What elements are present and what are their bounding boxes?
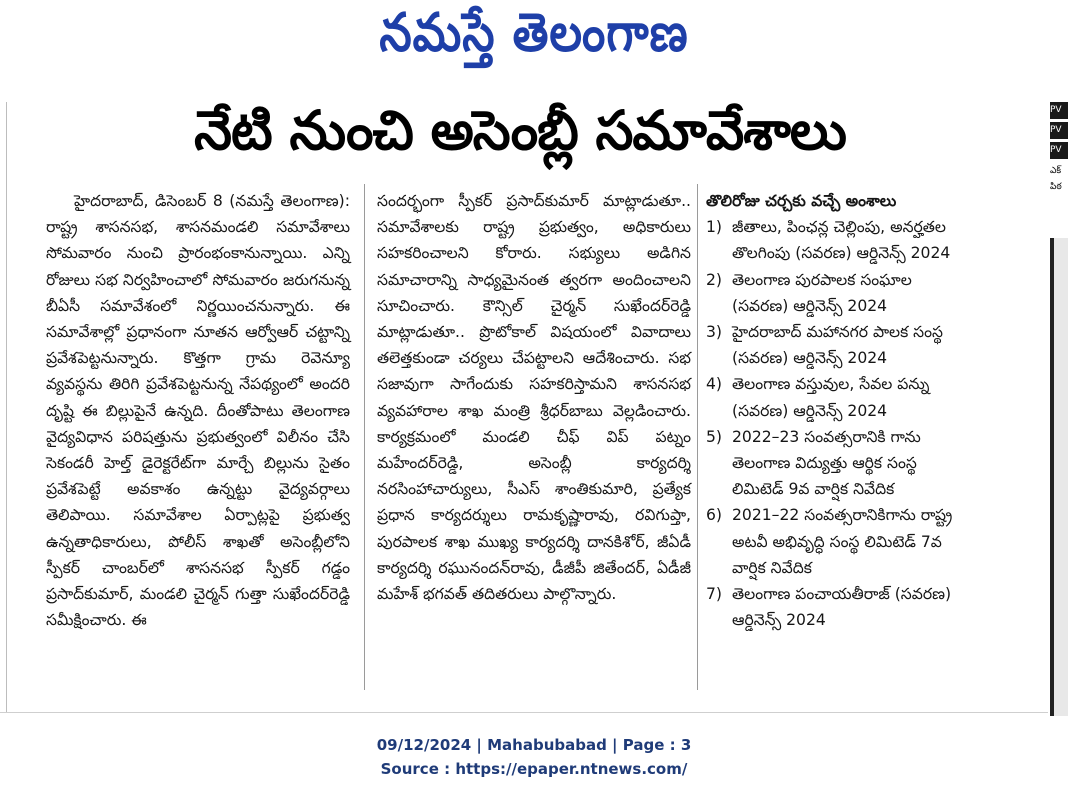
newspaper-logo: నమస్తే తెలంగాణ xyxy=(379,1,689,64)
adjacent-label: PV xyxy=(1050,102,1068,119)
adjacent-photo xyxy=(1050,238,1068,716)
column-divider xyxy=(364,184,365,690)
agenda-item xyxy=(706,267,968,319)
agenda-item-number: 3) xyxy=(706,323,723,342)
agenda-item-number: 2) xyxy=(706,270,723,289)
article-column-2: సందర్భంగా స్పీకర్ ప్రసాద్‌కుమార్ మాట్లాడుతూ.. సమావేశాలకు రాష్ట్ర ప్రభుత్వం, అధికారులు సహకరించాలని కోరారు. సభ్యులు అడిగిన సమాచారాన్ని సాధ్యమైనంత త్వరగా అందించాలని సూచించారు. కౌన్సిల్ చైర్మన్ సుఖేందర్‌రెడ్డి మాట్లాడుతూ.. ప్రొటోకాల్ విషయంలో వివాదాలు తలెత్తకుండా చర్యలు చేపట్టాలని ఆదేశించారు. సభ సజావుగా సాగేందుకు సహకరిస్తామని శాసనసభ వ్యవహారాల శాఖ మంత్రి శ్రీధర్‌బాబు వెల్లడించారు. కార్యక్రమంలో మండలి చీఫ్ విప్ పట్నం మహేందర్‌రెడ్డి, అసెంబ్లీ కార్యదర్శి నరసింహాచార్యులు, సీఎస్ శాంతికుమారి, ప్రత్యేక ప్రధాన కార్యదర్శులు రామకృష్ణారావు, రవిగుప్తా, పురపాలక శాఖ ముఖ్య కార్యదర్శి దానకిశోర్, జీఏడీ కార్యదర్శి రఘునందన్‌రావు, డీజీపీ జితేందర్, ఏడీజీ మహేశ్ భగవత్ తదితరులు పాల్గొన్నారు. xyxy=(377,192,691,604)
column-divider xyxy=(697,184,698,690)
agenda-item-number: 1) xyxy=(706,218,723,237)
agenda-item-number: 4) xyxy=(706,375,723,394)
article-column-1: హైదరాబాద్, డిసెంబర్ 8 (నమస్తే తెలంగాణ): రాష్ట్ర శాసనసభ, శాసనమండలి సమావేశాలు సోమవారం నుంచి ప్రారంభంకానున్నాయి. ఎన్ని రోజులు సభ నిర్వహించాలో సోమవారం జరుగనున్న బీఏసీ సమావేశంలో నిర్ణయించనున్నారు. ఈ సమావేశాల్లో ప్రధానంగా నూతన ఆర్వోఆర్ చట్టాన్ని ప్రవేశపెట్టనున్నారు. కొత్తగా గ్రామ రెవెన్యూ వ్యవస్థను తిరిగి ప్రవేశపెట్టనున్న నేపథ్యంలో అందరి దృష్టి ఈ బిల్లుపైనే ఉన్నది. దీంతోపాటు తెలంగాణ వైద్యవిధాన పరిషత్తును ప్రభుత్వంలో విలీనం చేసి సెకండరీ హెల్త్ డైరెక్టరేట్‌గా మార్చే బిల్లును సైతం ప్రవేశపెట్టే అవకాశం ఉన్నట్టు వైద్యవర్గాలు తెలిపాయి. సమావేశాల ఏర్పాట్లపై ప్రభుత్వ ఉన్నతాధికారులు, పోలీస్ శాఖతో అసెంబ్లీలోని స్పీకర్ చాంబర్‌లో శాసనసభ స్పీకర్ గడ్డం ప్రసాద్‌కుమార్, మండలి చైర్మన్ గుత్తా సుఖేందర్‌రెడ్డి సమీక్షించారు. ఈ xyxy=(46,192,350,630)
article-headline: నేటి నుంచి అసెంబ్లీ సమావేశాలు xyxy=(194,99,846,162)
adjacent-text: ఎక్ xyxy=(1050,166,1062,176)
agenda-item-number: 6) xyxy=(706,506,723,525)
adjacent-text: పిఠ xyxy=(1050,182,1062,192)
agenda-item-text: తెలంగాణ వస్తువుల, సేవల పన్ను (సవరణ) ఆర్డినెన్స్ 2024 xyxy=(732,375,930,420)
agenda-item xyxy=(706,424,968,503)
edition-info: 09/12/2024 | Mahabubabad | Page : 3 xyxy=(376,736,692,754)
agenda-box xyxy=(706,188,968,633)
adjacent-label: PV xyxy=(1050,142,1068,159)
agenda-item-text: 2022–23 సంవత్సరానికి గాను తెలంగాణ విద్యుత్తు ఆర్థిక సంస్థ లిమిటెడ్ 9వ వార్షిక నివేదిక xyxy=(732,427,921,499)
agenda-item xyxy=(706,581,968,633)
agenda-item xyxy=(706,214,968,266)
clipping-left-border xyxy=(6,102,7,712)
adjacent-label: PV xyxy=(1050,122,1068,139)
agenda-item-number: 5) xyxy=(706,427,723,446)
agenda-item xyxy=(706,319,968,371)
masthead xyxy=(0,0,1068,78)
agenda-item xyxy=(706,502,968,581)
clipping-bottom-border xyxy=(0,712,1048,713)
agenda-heading: తొలిరోజు చర్చకు వచ్చే అంశాలు xyxy=(706,192,897,210)
source-link[interactable]: Source : https://epaper.ntnews.com/ xyxy=(380,760,688,778)
agenda-item-text: తెలంగాణ పురపాలక సంఘాల (సవరణ) ఆర్డినెన్స్ 2024 xyxy=(732,270,912,315)
agenda-item-text: 2021–22 సంవత్సరానికిగాను రాష్ట్ర అటవీ అభివృద్ధి సంస్థ లిమిటెడ్ 7వ వార్షిక నివేదిక xyxy=(732,506,953,577)
agenda-list xyxy=(706,214,968,633)
agenda-item xyxy=(706,371,968,423)
agenda-item-text: తెలంగాణ పంచాయతీరాజ్ (సవరణ) ఆర్డినెన్స్ 2024 xyxy=(732,585,952,630)
agenda-item-text: జీతాలు, పింఛన్ల చెల్లింపు, అనర్హతల తొలగింపు (సవరణ) ఆర్డినెన్స్ 2024 xyxy=(732,218,951,263)
agenda-item-number: 7) xyxy=(706,585,723,604)
agenda-item-text: హైదరాబాద్ మహానగర పాలక సంస్థ (సవరణ) ఆర్డినెన్స్ 2024 xyxy=(732,323,943,368)
